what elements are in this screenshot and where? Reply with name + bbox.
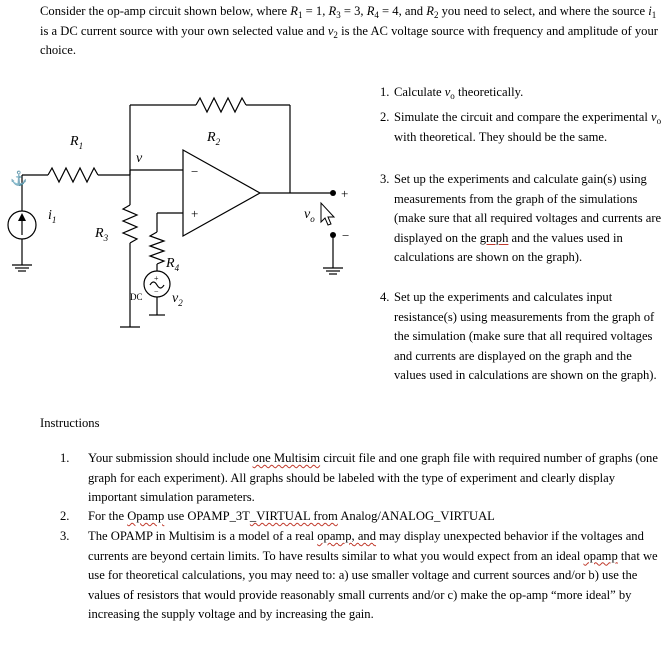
intro-text: you need to select, and where the source: [438, 4, 649, 18]
i1-subscript: 1: [651, 10, 657, 20]
r2-resistor: [196, 98, 246, 112]
r3-value: = 3,: [340, 4, 367, 18]
r3-resistor: [123, 205, 137, 243]
r3-symbol: R: [328, 4, 337, 18]
i1-symbol: i: [648, 4, 652, 18]
instruction-number: 2.: [60, 509, 70, 523]
r1-subscript: 1: [298, 10, 303, 20]
question-number: 4.: [380, 290, 390, 304]
r4-resistor: [150, 232, 164, 264]
r2-subscript: 2: [433, 10, 439, 20]
vo-label: $v_o$: [304, 207, 315, 224]
v2-label: $v_2$: [172, 291, 183, 308]
r2-symbol: R: [426, 4, 434, 18]
mouse-cursor-icon: [321, 203, 334, 225]
anchor-icon: ⚓: [10, 172, 28, 187]
r3-label: $R_3$: [95, 226, 109, 243]
v2-subscript: 2: [333, 29, 338, 40]
instructions-title: Instructions: [40, 416, 100, 430]
opamp-plus-sign: +: [191, 206, 199, 221]
r3-subscript: 3: [336, 10, 341, 20]
r4-symbol: R: [366, 4, 375, 18]
question-4: 4. Set up the experiments and calculates input resistance(s) using measurements from the graph of the simulation (make sure that all required voltages and currents are displayed on the graph and the values used in calculations are shown on the graph).: [380, 290, 657, 382]
output-minus-sign: −: [342, 228, 350, 243]
source-minus-sign: −: [154, 287, 159, 296]
instruction-1: 1. Your submission should include one Multisim circuit file and one graph file with required number of graphs (one graph for each experiment). All graphs should be labeled with the type of experiment and clearly display important simulation parameters.: [60, 451, 658, 504]
intro-paragraph: [40, 2, 662, 61]
r4-subscript: 4: [374, 10, 379, 20]
question-number: 3.: [380, 172, 390, 186]
intro-text: Consider the op-amp circuit shown below, where: [40, 4, 291, 18]
question-number: 1.: [380, 85, 390, 99]
instruction-2: 2. For the Opamp use OPAMP_3T_VIRTUAL from Analog/ANALOG_VIRTUAL: [60, 507, 666, 527]
intro-text: is the AC voltage source with frequency and amplitude of your choice.: [40, 23, 658, 57]
dc-label: DC: [130, 292, 143, 302]
i1-label: $i_1$: [48, 208, 57, 225]
r1-resistor: [48, 168, 98, 182]
opamp-symbol: [183, 150, 260, 236]
question-1: 1. Calculate $v_o$ theoretically.: [380, 85, 524, 101]
r1-label: $R_1$: [70, 134, 84, 151]
question-number: 2.: [380, 110, 390, 124]
r1-symbol: R: [290, 4, 298, 18]
instruction-3: 3. The OPAMP in Multisim is a model of a real opamp, and may display unexpected behavior if the voltages and currents are beyond certain limits. To have results similar to what you would expect from an ideal opamp that we use for theoretical calculations, you may need to: a) use smaller voltage and current sources and/or b) use the values of resistors that would provide reasonably small currents and/or c) make the op-amp “more ideal” by increasing the supply voltage and by increasing the gain.: [60, 529, 658, 621]
node-v-label: v: [136, 151, 143, 166]
output-plus-terminal: [330, 190, 336, 196]
output-minus-terminal: [330, 232, 336, 238]
output-plus-sign: +: [341, 186, 349, 201]
v2-symbol: v: [327, 23, 334, 38]
opamp-minus-sign: −: [191, 164, 199, 179]
question-3: 3. Set up the experiments and calculate gain(s) using measurements from the graph of the simulations (make sure that all required voltages and currents are displayed on the graph and the values used in calculations are shown on the graph).: [380, 172, 662, 264]
r2-label: $R_2$: [207, 130, 221, 147]
instruction-number: 3.: [60, 529, 70, 543]
opamp-circuit-diagram: [0, 80, 370, 340]
instruction-number: 1.: [60, 451, 70, 465]
r4-label: $R_4$: [166, 256, 180, 273]
r4-value: = 4, and: [378, 4, 427, 18]
r1-value: = 1,: [302, 4, 329, 18]
question-2: 2. Simulate the circuit and compare the experimental $v_o$ with theoretical. They should be the same.: [380, 110, 662, 144]
intro-text: is a DC current source with your own selected value and: [40, 23, 328, 38]
source-plus-sign: +: [154, 274, 159, 283]
